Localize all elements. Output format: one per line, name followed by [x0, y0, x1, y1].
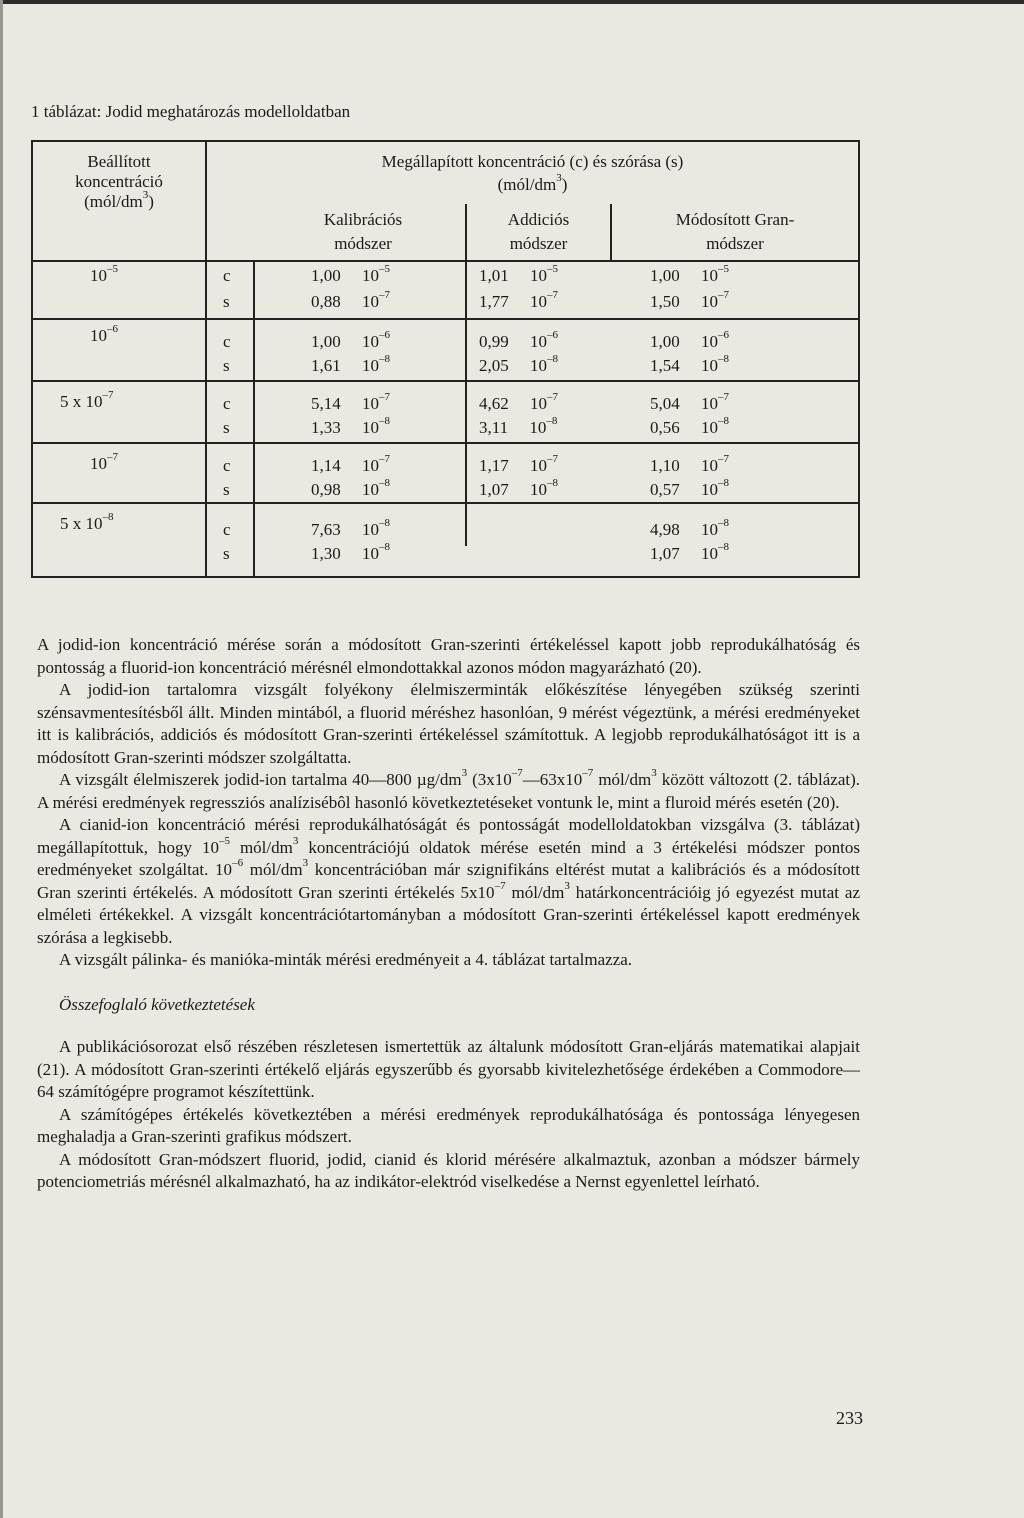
text: koncentrációban már szignifikáns eltérést mutat a kalibrációs és a módosított Gran szerinti értékelés. A módosított Gran szerinti értékelés 5x10: [37, 860, 861, 902]
conc-base: 5 x 10: [60, 392, 103, 411]
row-set-concentration: [90, 263, 118, 286]
exponent: –5: [379, 263, 390, 276]
row-set-concentration: [60, 511, 114, 534]
text: (3x10: [467, 770, 512, 789]
power: 10: [701, 356, 718, 375]
header-line: Beállított: [87, 152, 151, 171]
header-calibration-method: [263, 208, 463, 256]
text: határkoncentrációig jó egyezést mutat az elméleti értékekkel. A vizsgált koncentrációtartományban a módosított Gran-szerinti értékeléssel kapott eredmények szórása a legkisebb.: [37, 882, 860, 947]
power: 10: [362, 456, 379, 475]
addition-s: [479, 415, 558, 438]
exponent: –7: [718, 453, 729, 466]
value: 1,00: [650, 332, 680, 351]
value: 1,54: [650, 356, 680, 375]
power: 10: [362, 418, 379, 437]
header-line: Megállapított koncentráció (c) és szórása (s): [381, 152, 684, 171]
conc-exponent: –5: [107, 263, 118, 276]
power: 10: [701, 520, 718, 539]
exponent: –7: [379, 289, 390, 302]
power: 10: [362, 480, 379, 499]
exponent: –8: [546, 415, 558, 428]
calibration-s: [311, 353, 390, 376]
label-c: c: [223, 520, 231, 539]
text: mól/dm: [505, 882, 565, 902]
value: 2,05: [479, 356, 509, 375]
label-s: s: [223, 480, 230, 499]
exponent: –8: [379, 415, 390, 428]
power: 10: [530, 456, 547, 475]
paragraph: A módosított Gran-módszert fluorid, jodid, cianid és klorid mérésére alkalmaztuk, azonban a módszer bármely potenciometriás mérésnél alkalmazható, ha az indikátor-elektród viselkedése a Nernst egyenlettel leírható.: [37, 1149, 860, 1191]
power: 10: [701, 332, 718, 351]
superscript: 3: [302, 857, 309, 870]
addition-c: [479, 329, 558, 352]
power: 10: [701, 292, 718, 311]
addition-c: [479, 453, 558, 476]
value: 1,07: [479, 480, 509, 499]
superscript: –7: [494, 879, 506, 892]
gran-s: [650, 415, 729, 438]
exponent: –6: [547, 329, 558, 342]
value: 1,00: [650, 266, 680, 285]
value: 1,33: [311, 418, 341, 437]
label-s: s: [223, 418, 230, 437]
text: koncentrációjú oldatok mérése esetén mind a 3 értékelési módszer pontos eredményeket szolgáltat. 10: [37, 837, 860, 879]
exponent: –7: [547, 453, 558, 466]
text: —63x10: [522, 770, 583, 789]
exponent: –8: [379, 541, 390, 554]
power: 10: [701, 480, 718, 499]
header-addition-method: [467, 208, 610, 256]
superscript: 3: [651, 767, 657, 780]
text: között változott (2. táblázat). A mérési eredmények regressziós analízisébôl hasonló következtetéseket vontunk le, mint a fluroid mérés esetén (20).: [37, 770, 860, 812]
conc-base: 10: [90, 454, 107, 473]
header-text: ): [561, 175, 568, 194]
conc-exponent: –6: [107, 323, 118, 336]
superscript: –7: [582, 767, 594, 780]
superscript: –7: [511, 767, 523, 780]
exponent: –7: [379, 453, 390, 466]
value: 0,98: [311, 480, 341, 499]
header-line: módszer: [706, 234, 764, 253]
power: 10: [701, 266, 718, 285]
value: 0,88: [311, 292, 341, 311]
calibration-c: [311, 263, 390, 286]
exponent: –7: [718, 289, 729, 302]
label-s: s: [223, 356, 230, 375]
row-set-concentration: [90, 451, 118, 474]
exponent: –8: [379, 477, 390, 490]
exponent: –7: [379, 391, 390, 404]
table-rule: [33, 502, 858, 504]
paragraph: A vizsgált pálinka- és manióka-minták mérési eredményeit a 4. táblázat tartalmazza.: [59, 950, 633, 969]
power: 10: [529, 418, 547, 437]
value: 1,10: [650, 456, 680, 475]
value: 1,30: [311, 544, 341, 563]
calibration-c: [311, 391, 390, 414]
paragraph: A publikációsorozat első részében részletesen ismertettük az általunk módosított Gran-eljárás matematikai alapjait (21). A módosított Gran-szerinti értékelő eljárás egyszerűbb és gyorsabb kivitelezhetősége érdekében a Commodore—64 számítógépre programot készítettünk.: [37, 1037, 860, 1101]
calibration-c: [311, 517, 390, 540]
header-line: [33, 189, 205, 212]
header-text: (mól/dm: [84, 192, 143, 211]
exponent: –8: [718, 541, 729, 554]
calibration-s: [311, 289, 390, 312]
superscript: –5: [218, 834, 230, 847]
power: 10: [362, 266, 379, 285]
value: 1,00: [311, 266, 341, 285]
gran-s: [650, 353, 729, 376]
exponent: –7: [547, 289, 558, 302]
text: mól/dm: [593, 770, 652, 789]
header-line: koncentráció: [75, 172, 163, 191]
power: 10: [701, 418, 718, 437]
conc-exponent: –8: [102, 511, 114, 524]
power: 10: [530, 266, 547, 285]
addition-s: [479, 353, 558, 376]
exponent: –8: [718, 415, 729, 428]
value: 1,01: [479, 266, 509, 285]
header-text: (mól/dm: [497, 175, 557, 194]
conc-exponent: –7: [107, 451, 118, 464]
gran-s: [650, 477, 729, 500]
row-set-concentration: [90, 323, 118, 346]
power: 10: [362, 520, 379, 539]
row-set-concentration: [60, 389, 114, 412]
calibration-s: [311, 541, 390, 564]
exponent: –8: [718, 477, 729, 490]
label-s: s: [223, 544, 230, 563]
gran-c: [650, 453, 729, 476]
paragraph: [37, 769, 860, 814]
value: 0,57: [650, 480, 680, 499]
table-divider: [253, 260, 255, 576]
value: 1,07: [650, 544, 680, 563]
table-rule: [33, 318, 858, 320]
value: 0,99: [479, 332, 509, 351]
exponent: –7: [718, 391, 729, 404]
table-rule: [33, 380, 858, 382]
value: 1,77: [479, 292, 509, 311]
exponent: –8: [718, 353, 729, 366]
power: 10: [530, 394, 547, 413]
gran-s: [650, 289, 729, 312]
page-top-edge: [0, 0, 1024, 4]
calibration-s: [311, 477, 390, 500]
page-left-edge: [0, 0, 3, 1518]
value: 5,04: [650, 394, 680, 413]
value: 7,63: [311, 520, 341, 539]
addition-c: [479, 391, 558, 414]
power: 10: [530, 480, 547, 499]
text: A cianid-ion koncentráció mérési reprodukálhatóságát és pontosságát modelloldatokban vizsgálva (3. táblázat) megállapítottuk, hogy 10: [37, 815, 860, 857]
power: 10: [362, 356, 379, 375]
superscript: 3: [556, 172, 562, 185]
gran-c: [650, 517, 729, 540]
value: 1,50: [650, 292, 680, 311]
table-rule: [33, 442, 858, 444]
power: 10: [530, 292, 547, 311]
gran-c: [650, 263, 729, 286]
exponent: –7: [547, 391, 558, 404]
value: 4,98: [650, 520, 680, 539]
label-c: c: [223, 456, 231, 475]
superscript: –6: [232, 857, 244, 870]
body-text: [37, 634, 860, 1194]
superscript: 3: [461, 767, 468, 780]
value: 5,14: [311, 394, 341, 413]
text: mól/dm: [243, 860, 303, 879]
exponent: –8: [547, 353, 558, 366]
paragraph: A számítógépes értékelés következtében a mérési eredmények reprodukálhatósága és pontossága lényegesen meghaladja a Gran-szerinti grafikus módszert.: [37, 1104, 860, 1146]
addition-s: [479, 477, 558, 500]
superscript: 3: [292, 834, 299, 847]
header-text: ): [148, 192, 154, 211]
value: 1,61: [311, 356, 341, 375]
power: 10: [362, 332, 379, 351]
calibration-c: [311, 329, 390, 352]
exponent: –6: [718, 329, 729, 342]
header-line: [207, 172, 858, 195]
power: 10: [530, 332, 547, 351]
header-modified-gran-method: [612, 208, 858, 256]
power: 10: [362, 544, 379, 563]
table-rule: [33, 260, 858, 262]
paragraph: A jodid-ion koncentráció mérése során a módosított Gran-szerinti értékeléssel kapott jobb reprodukálhatóság és pontosság a fluorid-ion koncentráció mérésnél elmondottakkal azonos módon magyarázható (20).: [37, 635, 860, 677]
value: 4,62: [479, 394, 509, 413]
conc-base: 10: [90, 266, 107, 285]
value: 3,11: [479, 418, 509, 437]
header-line: Addiciós: [507, 210, 570, 229]
exponent: –8: [718, 517, 729, 530]
table-divider: [205, 142, 207, 576]
value: 1,17: [479, 456, 509, 475]
label-c: c: [223, 266, 231, 285]
label-c: c: [223, 394, 231, 413]
page-number: 233: [836, 1408, 863, 1428]
paragraph: A jodid-ion tartalomra vizsgált folyékony élelmiszerminták előkészítése lényegében szükség szerinti szénsavmentesítésből állt. Minden mintából, a fluorid méréshez hasonlóan, 9 mérést végeztünk, a mérési eredményeket itt is kalibrációs, addiciós és módosított Gran-szerinti értékeléssel számítottuk. A legjobb reprodukálhatóságot itt is a módosított Gran-szerinti módszer szolgáltatta.: [37, 680, 860, 767]
section-heading: Összefoglaló következtetések: [59, 994, 255, 1014]
gran-s: [650, 541, 729, 564]
calibration-c: [311, 453, 390, 476]
conc-base: 5 x 10: [60, 514, 103, 533]
label-c: c: [223, 332, 231, 351]
header-line: Kalibrációs: [323, 210, 403, 229]
power: 10: [701, 544, 718, 563]
label-s: s: [223, 292, 230, 311]
exponent: –8: [379, 353, 390, 366]
addition-c: [479, 263, 558, 286]
conc-base: 10: [90, 326, 107, 345]
header-line: módszer: [509, 234, 568, 253]
superscript: 3: [142, 189, 149, 202]
conc-exponent: –7: [102, 389, 114, 402]
header-measured-concentration: [207, 152, 858, 195]
text: A vizsgált élelmiszerek jodid-ion tartalma 40—800 µg/dm: [59, 770, 462, 789]
calibration-s: [311, 415, 390, 438]
value: 1,00: [311, 332, 341, 351]
header-line: Módosított Gran-: [675, 210, 795, 229]
gran-c: [650, 391, 729, 414]
exponent: –8: [547, 477, 558, 490]
results-table: [31, 140, 860, 578]
value: 1,14: [311, 456, 341, 475]
power: 10: [701, 456, 718, 475]
table-caption: 1 táblázat: Jodid meghatározás modelloldatban: [31, 102, 351, 121]
paragraph: [37, 814, 860, 949]
exponent: –5: [718, 263, 729, 276]
power: 10: [701, 394, 718, 413]
addition-s: [479, 289, 558, 312]
exponent: –6: [379, 329, 390, 342]
superscript: 3: [564, 879, 570, 892]
value: 0,56: [650, 418, 680, 437]
header-line: módszer: [334, 234, 392, 253]
gran-c: [650, 329, 729, 352]
text: mól/dm: [229, 837, 293, 857]
power: 10: [362, 292, 379, 311]
power: 10: [362, 394, 379, 413]
exponent: –5: [547, 263, 558, 276]
exponent: –8: [379, 517, 390, 530]
header-set-concentration: [33, 152, 205, 212]
power: 10: [530, 356, 547, 375]
